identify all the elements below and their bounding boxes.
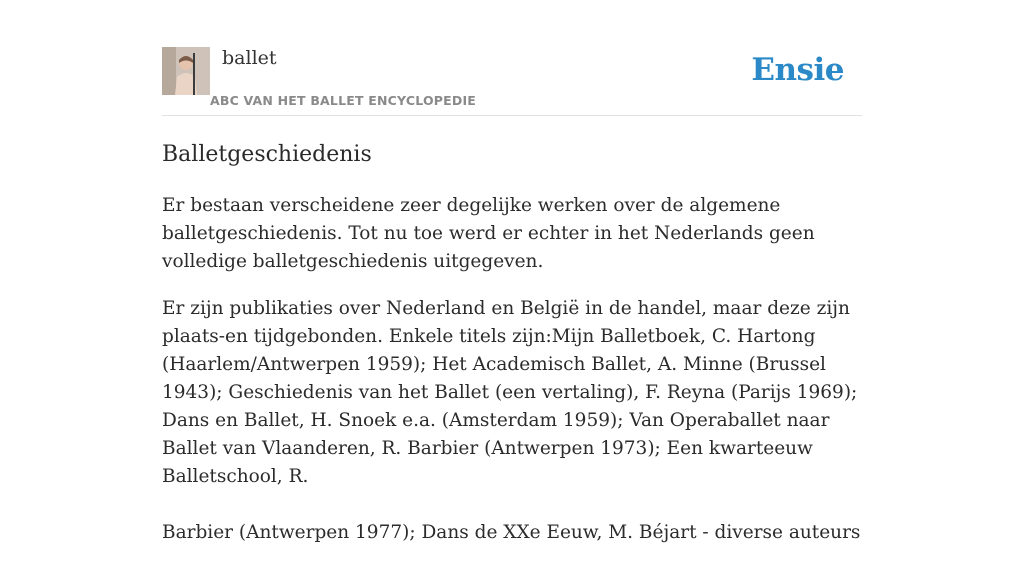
topic-avatar[interactable]	[162, 47, 210, 95]
brand-logo[interactable]: Ensie	[751, 52, 844, 88]
portrait-photo-icon	[162, 47, 210, 95]
article-paragraph: Er bestaan verscheidene zeer degelijke werken over de algemene balletgeschiedenis. Tot nu toe werd er echter in het Nederlands geen volledige balletgeschiedenis uitgegeven.	[162, 195, 815, 272]
article-title: Balletgeschiedenis	[162, 142, 372, 167]
source-name[interactable]: ABC VAN HET BALLET ENCYCLOPEDIE	[210, 93, 477, 108]
topic-name[interactable]: ballet	[222, 47, 277, 69]
site-header	[162, 0, 862, 116]
article-paragraph: Er zijn publikaties over Nederland en België in de handel, maar deze zijn plaats-en tijdgebonden. Enkele titels zijn:Mijn Balletboek, C. Hartong (Haarlem/Antwerpen 1959); Het Academisch Ballet, A. Minne (Brussel 1943); Geschiedenis van het Ballet (een vertaling), F. Reyna (Parijs 1969); Dans en Ballet, H. Snoek e.a. (Amsterdam 1959); Van Operaballet naar Ballet van Vlaanderen, R. Barbier (Antwerpen 1973); Een kwarteeuw Balletschool, R.	[162, 298, 858, 487]
article-paragraph: Barbier (Antwerpen 1977); Dans de XXe Eeuw, M. Béjart - diverse auteurs	[162, 522, 861, 543]
article-body	[162, 192, 862, 566]
